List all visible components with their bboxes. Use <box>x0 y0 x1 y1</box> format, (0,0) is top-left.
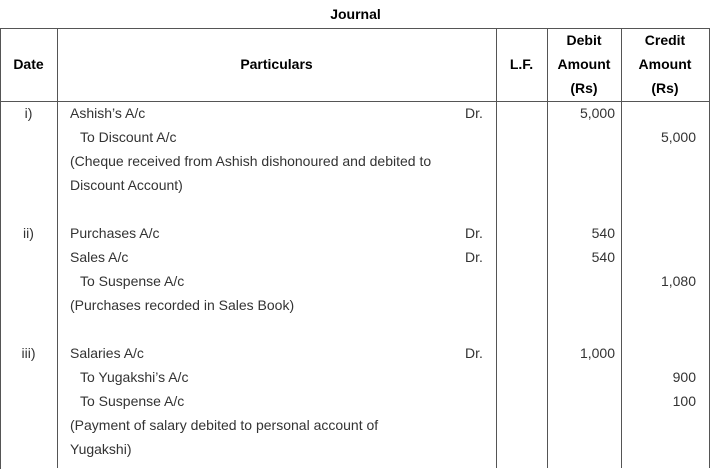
account-line: Sales A/c <box>70 249 129 265</box>
account-line: To Suspense A/c <box>80 393 185 409</box>
entry-date: ii) <box>23 225 34 241</box>
credit-amount: 5,000 <box>660 129 696 145</box>
column-divider <box>57 28 58 468</box>
debit-amount: 540 <box>591 249 615 265</box>
header-debit-line: (Rs) <box>570 80 598 96</box>
credit-amount: 1,080 <box>660 273 696 289</box>
account-line: Ashish’s A/c <box>70 105 146 121</box>
debit-amount: 1,000 <box>579 345 615 361</box>
narration-line: (Payment of salary debited to personal account of <box>70 417 379 433</box>
header-credit-line: Credit <box>644 32 686 48</box>
entry-date: iii) <box>21 345 36 361</box>
account-line: Salaries A/c <box>70 345 144 361</box>
column-divider <box>496 28 497 468</box>
credit-amount: 100 <box>672 393 696 409</box>
narration-line: Discount Account) <box>70 177 183 193</box>
narration-line: (Purchases recorded in Sales Book) <box>70 297 295 313</box>
dr-marker: Dr. <box>465 105 483 121</box>
narration-line: (Cheque received from Ashish dishonoured and debited to <box>70 153 432 169</box>
dr-marker: Dr. <box>465 345 483 361</box>
header-debit-line: Debit <box>566 32 602 48</box>
credit-amount: 900 <box>672 369 696 385</box>
header-lf: L.F. <box>509 56 534 72</box>
header-date: Date <box>13 56 44 72</box>
narration-line: Yugakshi) <box>70 441 132 457</box>
header-credit-line: (Rs) <box>651 80 679 96</box>
header-debit-line: Amount <box>557 56 611 72</box>
journal-title: Journal <box>330 6 381 22</box>
debit-amount: 540 <box>591 225 615 241</box>
account-line: Purchases A/c <box>70 225 160 241</box>
entry-date: i) <box>24 105 33 121</box>
account-line: To Discount A/c <box>80 129 177 145</box>
dr-marker: Dr. <box>465 225 483 241</box>
header-particulars: Particulars <box>240 56 313 72</box>
debit-amount: 5,000 <box>579 105 615 121</box>
column-divider <box>709 28 710 468</box>
dr-marker: Dr. <box>465 249 483 265</box>
account-line: To Suspense A/c <box>80 273 185 289</box>
header-credit-line: Amount <box>638 56 692 72</box>
account-line: To Yugakshi’s A/c <box>80 369 189 385</box>
